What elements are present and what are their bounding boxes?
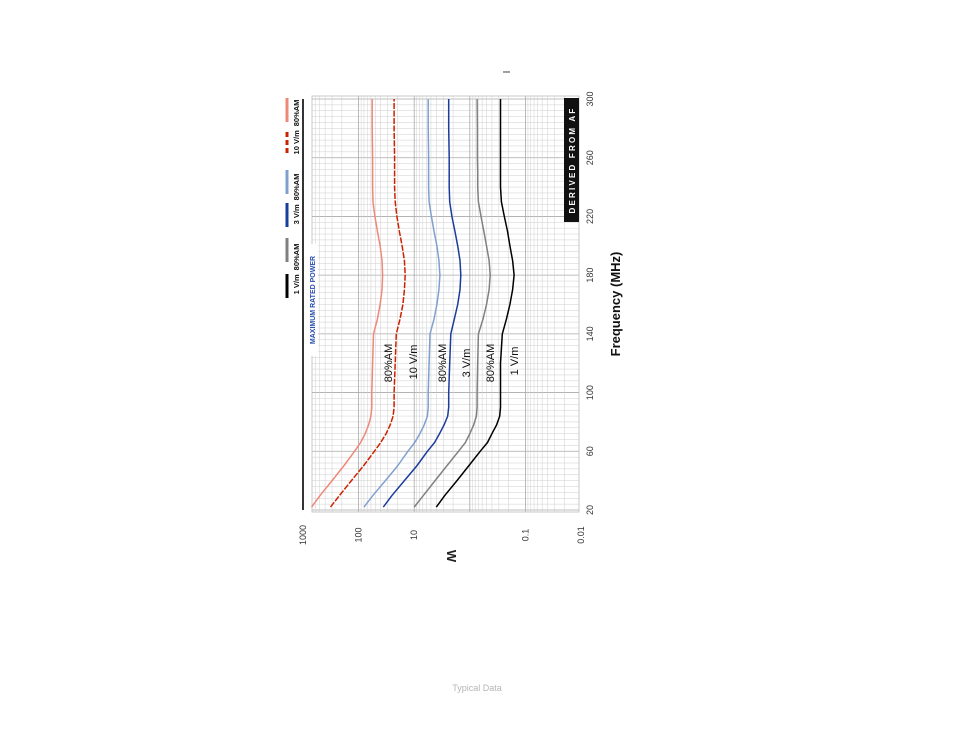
series-line-5 xyxy=(312,99,383,507)
series-line-1 xyxy=(414,99,490,507)
x-tick-label: 140 xyxy=(585,326,595,342)
legend xyxy=(287,98,301,298)
y-tick-label: 100 xyxy=(353,527,364,543)
legend-label-10vm xyxy=(292,100,301,155)
curve-label-3vm: 3 V/m xyxy=(461,348,473,378)
x-tick-label: 220 xyxy=(585,208,595,224)
curve-label-3vm-am: 80%AM xyxy=(437,343,449,383)
plot-frame xyxy=(312,96,579,512)
derived-badge xyxy=(564,98,579,222)
top-mark: I xyxy=(502,70,513,74)
curve-label-10vm-am: 80%AM xyxy=(383,343,395,383)
legend-label-1vm-suffix: 80%AM xyxy=(292,243,301,271)
legend-label-3vm-suffix: 80%AM xyxy=(292,173,301,201)
y-tick-label: 0.01 xyxy=(576,526,586,544)
derived-badge-text: DERIVED FROM AF xyxy=(568,106,577,214)
tick-labels xyxy=(298,91,595,545)
x-axis-title: Frequency (MHz) xyxy=(608,251,623,357)
y-tick-label: 0.1 xyxy=(520,528,531,542)
curve-label-10vm: 10 V/m xyxy=(408,344,420,380)
curve-label-1vm-am: 80%AM xyxy=(485,343,497,383)
legend-label-3vm-name: 3 V/m xyxy=(292,204,301,225)
y-tick-label: 1000 xyxy=(298,524,308,546)
x-tick-label: 300 xyxy=(585,91,595,107)
x-tick-label: 260 xyxy=(585,150,595,166)
max-power-label: MAXIMUM RATED POWER xyxy=(310,255,317,345)
footer-note: Typical Data xyxy=(452,683,502,693)
grid xyxy=(312,96,579,512)
x-tick-label: 60 xyxy=(585,446,595,457)
legend-label-1vm xyxy=(292,244,301,295)
x-tick-label: 20 xyxy=(585,504,595,516)
legend-label-10vm-suffix: 80%AM xyxy=(292,99,301,127)
max-power-line xyxy=(303,99,318,510)
y-tick-label: 10 xyxy=(409,529,420,541)
legend-label-10vm-name: 10 V/m xyxy=(292,130,301,155)
x-tick-label: 100 xyxy=(585,385,595,401)
curve-label-1vm: 1 V/m xyxy=(509,346,521,376)
legend-label-1vm-name: 1 V/m xyxy=(292,274,301,295)
y-axis-title: W xyxy=(444,549,459,563)
x-tick-label: 180 xyxy=(585,267,595,283)
legend-label-3vm xyxy=(292,174,301,225)
